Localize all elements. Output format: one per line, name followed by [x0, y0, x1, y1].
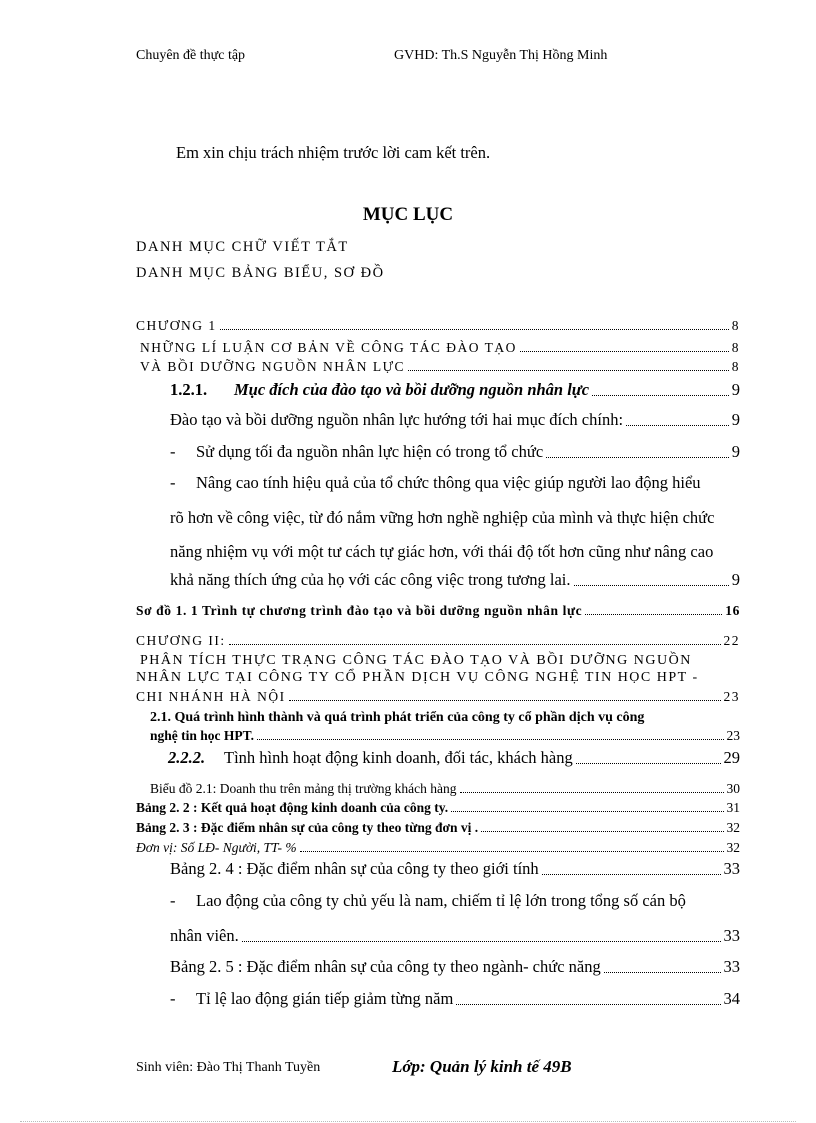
toc-entry-chart-2-1[interactable] — [150, 781, 740, 797]
toc-page-number: 32 — [726, 840, 740, 855]
toc-entry-diagram-1-1[interactable] — [136, 603, 740, 619]
toc-entry-bullet-2[interactable] — [170, 570, 740, 590]
toc-entry-bullet-2-line-2: rõ hơn về công việc, từ đó nắm vững hơn nghề nghiệp của mình và thực hiện chức — [170, 508, 715, 527]
leader-dots — [481, 831, 723, 832]
toc-entry-purpose[interactable] — [170, 410, 740, 430]
list-abbreviations-heading: DANH MỤC CHỮ VIẾT TẮT — [136, 239, 349, 255]
toc-entry-text: Bảng 2. 2 : Kết quả hoạt động kinh doanh của công ty. — [136, 800, 449, 815]
leader-dots — [408, 370, 729, 371]
toc-page-number: 33 — [723, 957, 740, 976]
list-tables-heading: DANH MỤC BẢNG BIỂU, SƠ ĐỒ — [136, 265, 385, 281]
toc-entry-text: Tình hình hoạt động kinh doanh, đối tác, khách hàng — [224, 748, 573, 767]
toc-entry-table-2-4[interactable] — [170, 859, 740, 879]
toc-entry-bullet-4[interactable] — [170, 989, 740, 1009]
toc-entry-1-2-1[interactable] — [170, 380, 740, 400]
toc-entry-text: Bảng 2. 3 : Đặc điểm nhân sự của công ty theo từng đơn vị . — [136, 820, 479, 835]
toc-entry-text: NHỮNG LÍ LUẬN CƠ BẢN VỀ CÔNG TÁC ĐÀO TẠO — [140, 340, 517, 355]
toc-page-number: 8 — [731, 318, 740, 333]
leader-dots — [257, 739, 723, 740]
leader-dots — [604, 972, 721, 973]
leader-dots — [542, 874, 721, 875]
toc-entry-text: Bảng 2. 4 : Đặc điểm nhân sự của công ty theo giới tính — [170, 859, 539, 878]
toc-page-number: 9 — [731, 570, 740, 589]
toc-page-number: 33 — [723, 859, 740, 878]
toc-page-number: 34 — [723, 989, 740, 1008]
toc-entry-text: Đào tạo và bồi dưỡng nguồn nhân lực hướng tới hai mục đích chính: — [170, 410, 624, 429]
toc-entry-text: nghệ tin học HPT. — [150, 728, 255, 743]
toc-page-number: 30 — [726, 781, 740, 796]
leader-dots — [300, 851, 724, 852]
header-right: GVHD: Th.S Nguyễn Thị Hồng Minh — [394, 48, 608, 63]
leader-dots — [546, 457, 729, 458]
toc-entry-bullet-3[interactable] — [170, 926, 740, 946]
toc-entry-unit-note[interactable] — [136, 840, 740, 856]
toc-title: MỤC LỤC — [362, 204, 454, 225]
toc-page-number: 8 — [731, 340, 740, 355]
leader-dots — [451, 811, 723, 812]
toc-entry-text: Sơ đồ 1. 1 Trình tự chương trình đào tạo và bồi dưỡng nguồn nhân lực — [136, 603, 583, 618]
toc-entry-text: Đơn vị: Số LĐ- Người, TT- % — [136, 840, 297, 855]
toc-entry-2-1-line-1: 2.1. Quá trình hình thành và quá trình phát triển của công ty cổ phần dịch vụ công — [150, 710, 645, 725]
toc-entry-2-2-2[interactable] — [168, 748, 740, 768]
toc-entry-text: CHI NHÁNH HÀ NỘI — [136, 689, 286, 704]
toc-entry-bullet-2-line-3: năng nhiệm vụ với một tư cách tự giác hơn, với thái độ tốt hơn cũng như nâng cao — [170, 542, 714, 561]
toc-entry-text: CHƯƠNG II: — [136, 633, 226, 648]
leader-dots — [456, 1004, 720, 1005]
leader-dots — [460, 792, 724, 793]
leader-dots — [229, 644, 721, 645]
header-left: Chuyên đề thực tập — [136, 48, 246, 63]
footer-student: Sinh viên: Đào Thị Thanh Tuyền — [136, 1060, 321, 1075]
toc-entry-table-2-2[interactable] — [136, 800, 740, 816]
toc-entry-chapter-2-title-line-1: PHÂN TÍCH THỰC TRẠNG CÔNG TÁC ĐÀO TẠO VÀ BỒI DƯỠNG NGUỒN — [140, 653, 692, 668]
toc-entry-bullet-1[interactable] — [170, 442, 740, 462]
toc-page-number: 16 — [725, 603, 740, 618]
toc-entry-chapter-1-title-a[interactable] — [140, 340, 740, 356]
toc-page-number: 8 — [731, 359, 740, 374]
toc-entry-text: VÀ BỒI DƯỠNG NGUỒN NHÂN LỰC — [140, 359, 406, 374]
toc-entry-text: Mục đích của đào tạo và bồi dưỡng nguồn nhân lực — [234, 380, 590, 399]
toc-entry-bullet-3-line-1: - Lao động của công ty chủ yếu là nam, chiếm tỉ lệ lớn trong tổng số cán bộ — [170, 891, 686, 910]
bullet-dash: - — [170, 891, 176, 910]
toc-entry-chapter-1-title-b[interactable] — [140, 359, 740, 375]
toc-page-number: 29 — [723, 748, 740, 767]
bullet-dash: - — [170, 989, 176, 1008]
toc-entry-text: CHƯƠNG 1 — [136, 318, 217, 333]
commitment-text: Em xin chịu trách nhiệm trước lời cam kết trên. — [176, 143, 491, 162]
toc-page-number: 22 — [723, 633, 740, 648]
toc-entry-table-2-5[interactable] — [170, 957, 740, 977]
toc-entry-text: Biểu đồ 2.1: Doanh thu trên mảng thị trường khách hàng — [150, 781, 457, 796]
toc-entry-text: Sử dụng tối đa nguồn nhân lực hiện có trong tổ chức — [196, 442, 544, 461]
toc-entry-chapter-2-title-line-2: NHÂN LỰC TẠI CÔNG TY CỔ PHẦN DỊCH VỤ CÔNG NGHỆ TIN HỌC HPT - — [136, 670, 699, 685]
toc-page-number: 9 — [731, 442, 740, 461]
leader-dots — [520, 351, 729, 352]
toc-entry-text: Bảng 2. 5 : Đặc điểm nhân sự của công ty theo ngành- chức năng — [170, 957, 601, 976]
leader-dots — [289, 700, 721, 701]
leader-dots — [592, 395, 729, 396]
leader-dots — [626, 425, 729, 426]
toc-entry-2-1[interactable] — [150, 728, 740, 744]
toc-entry-chapter-2-title[interactable] — [136, 689, 740, 705]
bullet-dash: - — [170, 442, 176, 461]
toc-entry-bullet-2-line-1: - Nâng cao tính hiệu quả của tổ chức thông qua việc giúp người lao động hiểu — [170, 473, 701, 492]
toc-entry-text: Tỉ lệ lao động gián tiếp giảm từng năm — [196, 989, 454, 1008]
toc-page-number: 32 — [726, 820, 740, 835]
leader-dots — [220, 329, 729, 330]
toc-entry-text: nhân viên. — [170, 926, 239, 945]
toc-page-number: 31 — [726, 800, 740, 815]
toc-entry-table-2-3[interactable] — [136, 820, 740, 836]
toc-page-number: 33 — [723, 926, 740, 945]
toc-entry-chapter-1[interactable] — [136, 318, 740, 334]
leader-dots — [242, 941, 721, 942]
toc-section-number: 2.2.2. — [168, 748, 206, 767]
toc-page-number: 23 — [726, 728, 740, 743]
toc-entry-chapter-2[interactable] — [136, 633, 740, 649]
toc-page-number: 9 — [731, 380, 740, 399]
footer-class: Lớp: Quản lý kinh tế 49B — [392, 1057, 572, 1076]
toc-page-number: 23 — [723, 689, 740, 704]
toc-section-number: 1.2.1. — [170, 380, 208, 399]
toc-entry-text: khả năng thích ứng của họ với các công việc trong tương lai. — [170, 570, 571, 589]
bullet-dash: - — [170, 473, 176, 492]
leader-dots — [576, 763, 721, 764]
leader-dots — [574, 585, 729, 586]
leader-dots — [585, 614, 722, 615]
toc-page-number: 9 — [731, 410, 740, 429]
page-bottom-divider — [20, 1121, 796, 1122]
